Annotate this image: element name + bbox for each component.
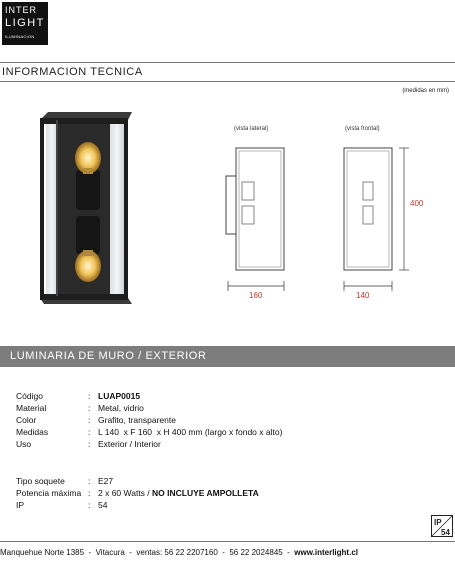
spec-label-medidas: Medidas [16,427,49,437]
frontal-view-label: (vista frontal) [345,126,380,132]
category-banner-text: LUMINARIA DE MURO / EXTERIOR [10,350,207,362]
height-dimension: 400 [410,199,424,208]
ip-badge-top: IP [434,518,442,527]
frontal-width-dimension: 140 [356,291,370,300]
frontal-view-drawing [334,140,424,300]
spec-colon: : [88,403,91,413]
footer-divider [0,541,455,542]
spec-value-uso: Exterior / Interior [98,439,161,449]
logo-line-1: INTER [5,5,37,15]
lateral-view-drawing [222,140,294,300]
spec-colon: : [88,476,91,486]
spec-label-color: Color [16,415,37,425]
spec-colon: : [88,391,91,401]
spec-value-tipo-soquete: E27 [98,476,114,486]
spec-label-material: Material [16,403,47,413]
spec-value-color: Grafito, transparente [98,415,176,425]
spec-label-potencia: Potencia máxima [16,488,82,498]
spec-colon: : [88,500,91,510]
spec-label-ip: IP [16,500,25,510]
spec-value-ip: 54 [98,500,108,510]
footer [0,548,455,557]
spec-value-potencia-note: NO INCLUYE AMPOLLETA [152,488,259,498]
spec-colon: : [88,488,91,498]
spec-colon: : [88,427,91,437]
top-divider [0,62,455,63]
brand-logo [2,2,48,45]
footer-address: Manquehue Norte 1385 - Vitacura - ventas: 56 22 2207160 - 56 22 2024845 - [0,548,295,557]
category-banner [0,346,455,367]
spec-value-potencia-text: 2 x 60 Watts / [98,488,153,498]
lateral-view-label: (vista lateral) [234,126,269,132]
logo-line-2: LIGHT [5,17,45,29]
spec-label-codigo: Código [16,391,43,401]
spec-colon: : [88,439,91,449]
section-title: INFORMACION TECNICA [2,66,143,78]
units-note: (medidas en mm) [402,88,449,94]
footer-website-link[interactable]: www.interlight.cl [294,548,358,557]
spec-label-tipo-soquete: Tipo soquete [16,476,65,486]
product-photo [36,108,134,308]
spec-colon: : [88,415,91,425]
spec-value-material: Metal, vidrio [98,403,144,413]
logo-tagline: ILUMINACION [5,34,35,39]
section-divider [0,81,455,82]
spec-value-codigo: LUAP0015 [98,391,141,401]
spec-value-potencia [98,488,259,499]
spec-value-medidas: L 140 x F 160 x H 400 mm (largo x fondo x alto) [98,427,283,437]
spec-label-uso: Uso [16,439,32,449]
ip-badge-bottom: 54 [441,528,450,537]
ip-rating-badge [431,515,453,537]
lateral-width-dimension: 160 [249,291,263,300]
